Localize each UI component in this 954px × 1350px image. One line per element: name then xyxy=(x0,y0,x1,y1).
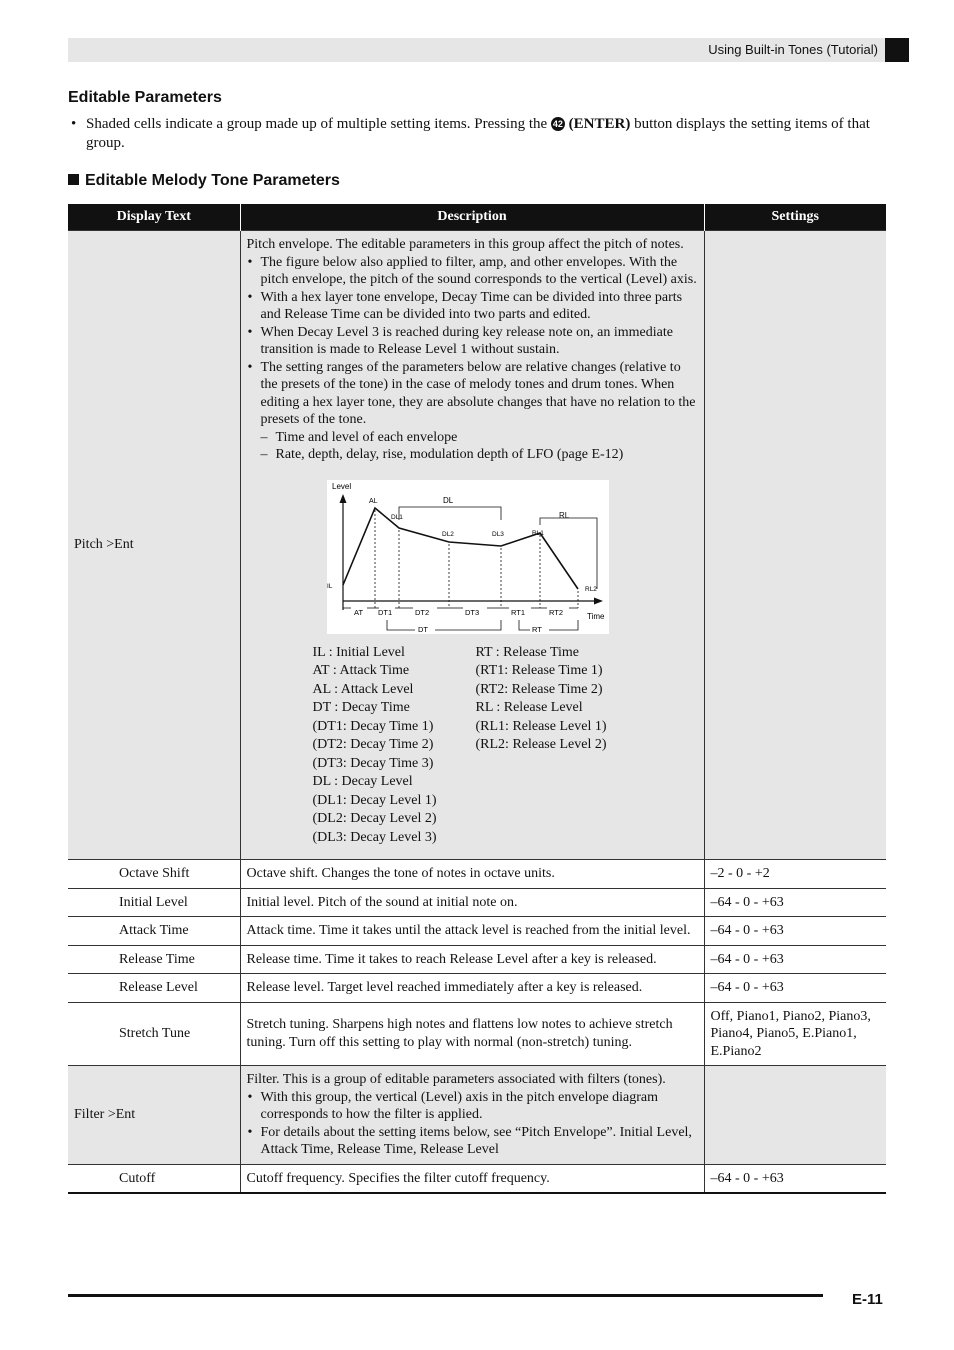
label-al: AL xyxy=(368,497,378,505)
legend-item: RT : Release Time xyxy=(475,644,580,660)
legend-item: RL : Release Level xyxy=(475,700,583,715)
envelope-diagram xyxy=(327,480,609,634)
intro-bullet-text xyxy=(86,115,888,153)
label-rl: RL xyxy=(558,510,569,520)
rl-bracket xyxy=(540,518,597,589)
label-dt3: DT3 xyxy=(464,607,479,617)
legend-item: (DT3: Decay Time 3) xyxy=(312,755,434,771)
param-name-stretch-tune: Stretch Tune xyxy=(68,1002,240,1066)
param-settings: –64 - 0 - +63 xyxy=(704,974,886,1003)
dt-bracket-left xyxy=(387,620,415,630)
column-header-settings: Settings xyxy=(704,204,886,231)
param-settings: –64 - 0 - +63 xyxy=(704,1164,886,1193)
pitch-settings xyxy=(704,231,886,860)
section-heading: Editable Parameters xyxy=(68,89,222,106)
legend-item: (RL1: Release Level 1) xyxy=(475,718,607,734)
filter-bullet-list xyxy=(247,1089,698,1159)
list-item: • With this group, the vertical (Level) axis in the pitch envelope diagram corresponds to how the filter is applied. xyxy=(247,1089,698,1124)
legend-item: AT : Attack Time xyxy=(312,663,410,678)
param-settings: –2 - 0 - +2 xyxy=(704,860,886,889)
list-item: • With a hex layer tone envelope, Decay Time can be divided into three parts and Release Time can be divided into two parts and edited. xyxy=(247,289,698,324)
pitch-display-text: Pitch >Ent xyxy=(68,231,240,860)
time-axis-arrow-icon xyxy=(594,597,603,604)
legend-item: AL : Attack Level xyxy=(312,681,414,697)
label-il: IL xyxy=(326,582,332,590)
legend-column-left xyxy=(313,644,476,848)
param-name-initial-level: Initial Level xyxy=(68,888,240,917)
legend-item: DL : Decay Level xyxy=(312,774,413,789)
list-item: • The setting ranges of the parameters below are relative changes (relative to the presets of the tone) in the case of melody tones and drum tones. When editing a hex layer tone, they are absolute changes that have no relation to the presets of the tone. xyxy=(247,359,698,429)
filter-description xyxy=(240,1066,704,1165)
list-item: – Rate, depth, delay, rise, modulation depth of LFO (page E-12) xyxy=(261,446,698,464)
table-row-filter-group xyxy=(68,1066,886,1165)
label-dt1: DT1 xyxy=(377,607,392,617)
intro-text-pre: Shaded cells indicate a group made up of multiple setting items. Pressing the xyxy=(86,116,551,132)
table-row xyxy=(68,1002,886,1066)
param-desc: Stretch tuning. Sharpens high notes and flattens low notes to achieve stretch tuning. Turn off this setting to play with normal (non-stretch) tuning. xyxy=(240,1002,704,1066)
envelope-legend xyxy=(313,644,698,848)
legend-column-right xyxy=(476,644,639,848)
intro-bullet xyxy=(68,115,888,153)
envelope-curve xyxy=(343,508,578,589)
label-dl3: DL3 xyxy=(491,530,504,538)
label-rl1: RL1 xyxy=(531,529,544,537)
label-dl: DL xyxy=(442,495,453,505)
param-name-octave-shift: Octave Shift xyxy=(68,860,240,889)
param-desc: Release time. Time it takes to reach Release Level after a key is released. xyxy=(240,945,704,974)
square-bullet-icon xyxy=(68,174,79,185)
filter-settings xyxy=(704,1066,886,1165)
pitch-bullet-list xyxy=(247,254,698,429)
footer-rule xyxy=(68,1294,823,1297)
running-header-title: Using Built-in Tones (Tutorial) xyxy=(708,42,878,57)
legend-item: (DL3: Decay Level 3) xyxy=(312,829,437,845)
label-rt2: RT2 xyxy=(548,607,563,617)
legend-item: (DL2: Decay Level 2) xyxy=(312,811,437,826)
label-dt2: DT2 xyxy=(414,607,429,617)
pitch-dash-list xyxy=(247,429,698,464)
param-name-attack-time: Attack Time xyxy=(68,917,240,946)
legend-item: (DT2: Decay Time 2) xyxy=(312,737,434,752)
label-at: AT xyxy=(353,607,363,617)
legend-item: (DT1: Decay Time 1) xyxy=(312,718,434,734)
legend-item: (RT2: Release Time 2) xyxy=(475,681,603,697)
param-name-release-time: Release Time xyxy=(68,945,240,974)
param-settings: Off, Piano1, Piano2, Piano3, Piano4, Piano5, E.Piano1, E.Piano2 xyxy=(704,1002,886,1066)
running-header xyxy=(68,38,909,62)
list-item: – Time and level of each envelope xyxy=(261,429,698,447)
label-dl2: DL2 xyxy=(441,530,454,538)
subsection-heading-text: Editable Melody Tone Parameters xyxy=(85,172,340,189)
param-desc: Octave shift. Changes the tone of notes in octave units. xyxy=(240,860,704,889)
list-item: • For details about the setting items below, see “Pitch Envelope”. Initial Level, Attack Time, Release Time, Release Level xyxy=(247,1124,698,1159)
legend-item: (RT1: Release Time 1) xyxy=(475,663,603,678)
pitch-description xyxy=(240,231,704,860)
legend-item: DT : Decay Time xyxy=(312,700,410,715)
param-settings: –64 - 0 - +63 xyxy=(704,945,886,974)
header-tab-marker xyxy=(885,38,909,62)
table-row xyxy=(68,888,886,917)
page-number: E-11 xyxy=(852,1291,883,1308)
label-rl2: RL2 xyxy=(584,585,597,593)
bullet-dot: • xyxy=(71,116,77,132)
legend-item: (DL1: Decay Level 1) xyxy=(312,792,437,808)
enter-label: (ENTER) xyxy=(568,116,631,132)
table-row-pitch-group xyxy=(68,231,886,860)
label-rt: RT xyxy=(531,624,542,634)
label-dl1: DL1 xyxy=(390,513,403,521)
table-row xyxy=(68,860,886,889)
time-guides xyxy=(375,510,578,608)
param-desc: Cutoff frequency. Specifies the filter cutoff frequency. xyxy=(240,1164,704,1193)
param-name-cutoff: Cutoff xyxy=(68,1164,240,1193)
table-row xyxy=(68,945,886,974)
time-axis-label: Time xyxy=(586,611,604,621)
column-header-description: Description xyxy=(240,204,704,231)
param-desc: Initial level. Pitch of the sound at initial note on. xyxy=(240,888,704,917)
pitch-intro: Pitch envelope. The editable parameters in this group affect the pitch of notes. xyxy=(246,237,684,252)
filter-display-text: Filter >Ent xyxy=(68,1066,240,1165)
rt-bracket-right xyxy=(549,620,578,630)
table-row xyxy=(68,917,886,946)
intro-text-post: button displays the setting items of that group. xyxy=(86,116,870,151)
level-axis-arrow-icon xyxy=(339,494,346,503)
legend-item: IL : Initial Level xyxy=(312,644,405,660)
subsection-heading xyxy=(68,172,340,190)
param-settings: –64 - 0 - +63 xyxy=(704,888,886,917)
column-header-display-text: Display Text xyxy=(68,204,240,231)
legend-item: (RL2: Release Level 2) xyxy=(475,737,607,752)
rt-bracket-left xyxy=(519,620,530,630)
dl-bracket xyxy=(399,507,501,520)
param-desc: Release level. Target level reached immediately after a key is released. xyxy=(240,974,704,1003)
label-rt1: RT1 xyxy=(510,607,525,617)
list-item: • When Decay Level 3 is reached during key release note on, an immediate transition is made to Release Level 1 without sustain. xyxy=(247,324,698,359)
table-header-row xyxy=(68,204,886,231)
filter-intro: Filter. This is a group of editable parameters associated with filters (tones). xyxy=(246,1072,666,1087)
param-settings: –64 - 0 - +63 xyxy=(704,917,886,946)
parameters-table xyxy=(68,204,886,1194)
level-axis-label: Level xyxy=(331,481,351,491)
list-item: • The figure below also applied to filter, amp, and other envelopes. With the pitch envelope, the pitch of the sound corresponds to the vertical (Level) axis. xyxy=(247,254,698,289)
table-row xyxy=(68,1164,886,1193)
param-desc: Attack time. Time it takes until the attack level is reached from the initial level. xyxy=(240,917,704,946)
enter-button-icon: 42 xyxy=(552,119,563,129)
label-dt: DT xyxy=(417,624,428,634)
dt-bracket-right xyxy=(435,620,501,630)
table-row xyxy=(68,974,886,1003)
param-name-release-level: Release Level xyxy=(68,974,240,1003)
